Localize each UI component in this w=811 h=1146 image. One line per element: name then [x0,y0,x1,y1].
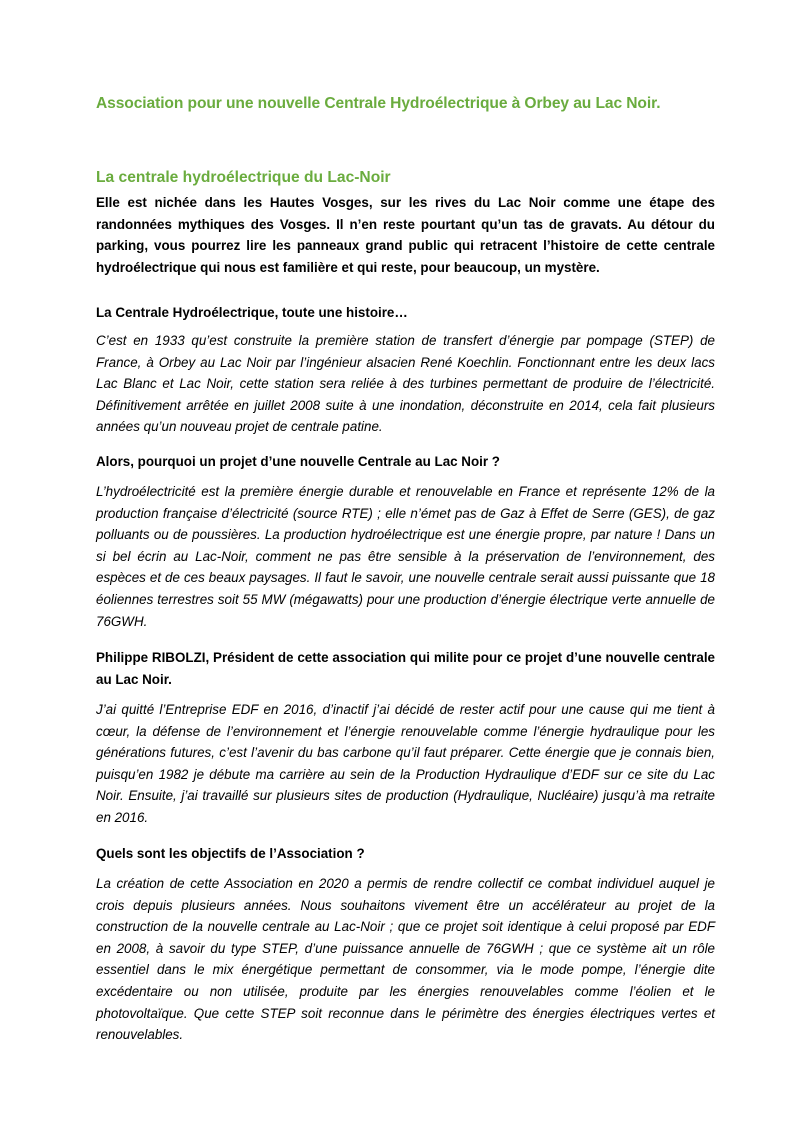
paragraph-objectives: La création de cette Association en 2020 a permis de rendre collectif ce combat individuel auquel je crois depuis plusieurs années. Nous souhaitons vivement être un accélérateur au projet de la construction de la nouvelle centrale au Lac-Noir ; que ce projet soit identique à celui proposé par EDF en 2008, à savoir du type STEP, d’une puissance annuelle de 76GWH ; que ce système ait un rôle essentiel dans le mix énergétique permettant de consommer, via le mode pompe, l’énergie dite excédentaire ou non utilisée, produite par les énergies renouvelables comme l’éolien et le photovoltaïque. Que cette STEP soit reconnue dans le périmètre des énergies électriques vertes et renouvelables. [96,876,715,1043]
heading-history: La Centrale Hydroélectrique, toute une histoire… [96,305,408,320]
document-title: Association pour une nouvelle Centrale Hydroélectrique à Orbey au Lac Noir. [96,95,661,112]
paragraph-president: J’ai quitté l’Entreprise EDF en 2016, d’inactif j’ai décidé de rester actif pour une cause qui me tient à cœur, la défense de l’environnement et l’énergie renouvelable comme l’énergie hydraulique pour les générations futures, c’est l’avenir du bas carbone qu’il faut préparer. Cette énergie que je connais bien, puisqu’en 1982 je débute ma carrière au sein de la Production Hydraulique d’EDF sur ce site du Lac Noir. Ensuite, j’ai travaillé sur plusieurs sites de production (Hydraulique, Nucléaire) jusqu’à ma retraite en 2016. [96,702,715,825]
heading-objectives: Quels sont les objectifs de l’Association ? [96,846,365,861]
heading-why-project: Alors, pourquoi un projet d’une nouvelle Centrale au Lac Noir ? [96,454,500,469]
paragraph-why-project: L’hydroélectricité est la première énergie durable et renouvelable en France et représente 12% de la production française d’électricité (source RTE) ; elle n’émet pas de Gaz à Effet de Serre (GES), de gaz polluants ou de poussières. La production hydroélectrique est une énergie propre, par nature ! Dans un si bel écrin au Lac-Noir, comment ne pas être sensible à la préservation de l’environnement, des espèces et de ces beaux paysages. Il faut le savoir, une nouvelle centrale serait aussi puissante que 18 éoliennes terrestres soit 55 MW (mégawatts) pour une production d’énergie électrique verte annuelle de 76GWH. [96,484,715,629]
heading-president: Philippe RIBOLZI, Président de cette association qui milite pour ce projet d’une nouvelle centrale au Lac Noir. [96,650,715,687]
intro-paragraph: Elle est nichée dans les Hautes Vosges, sur les rives du Lac Noir comme une étape des randonnées mythiques des Vosges. Il n’en reste pourtant qu’un tas de gravats. Au détour du parking, vous pourrez lire les panneaux grand public qui retracent l’histoire de cette centrale hydroélectrique qui nous est familière et qui reste, pour beaucoup, un mystère. [96,195,715,275]
section-title: La centrale hydroélectrique du Lac-Noir [96,169,391,186]
paragraph-history: C’est en 1933 qu’est construite la première station de transfert d’énergie par pompage (STEP) de France, à Orbey au Lac Noir par l’ingénieur alsacien René Koechlin. Fonctionnant entre les deux lacs Lac Blanc et Lac Noir, cette station sera reliée à des turbines permettant de produire de l’électricité. Définitivement arrêtée en juillet 2008 suite à une inondation, déconstruite en 2014, cela fait plusieurs années qu’un nouveau projet de centrale patine. [96,333,715,435]
